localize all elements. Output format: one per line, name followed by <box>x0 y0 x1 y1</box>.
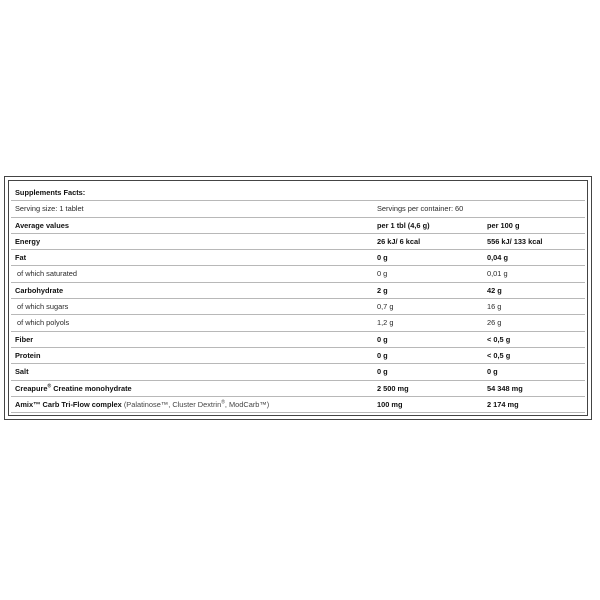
row-per-100g: < 0,5 g <box>483 347 585 363</box>
row-sublabel <box>11 266 373 282</box>
row-per-100g: 54 348 mg <box>483 380 585 396</box>
servings-per-container: Servings per container: 60 <box>373 201 585 217</box>
row-per-serving: 2 500 mg <box>373 380 483 396</box>
row-label: Salt <box>11 364 373 380</box>
row-per-serving: 2 g <box>373 282 483 298</box>
row-label: Fiber <box>11 331 373 347</box>
row-sublabel <box>11 299 373 315</box>
table-title-row <box>11 185 585 201</box>
creatine-name: Creatine monohydrate <box>53 383 132 393</box>
registered-mark: ® <box>47 383 52 390</box>
carb-complex-name: Amix™ Carb Tri-Flow complex <box>15 399 122 409</box>
carb-complex-ingredients-b: , ModCarb™) <box>224 399 270 409</box>
row-per-serving: 1,2 g <box>373 315 483 331</box>
row-per-serving: 0 g <box>373 250 483 266</box>
row-sublabel <box>11 315 373 331</box>
row-per-serving: 100 mg <box>373 396 483 412</box>
row-per-100g: 0 g <box>483 364 585 380</box>
table-row <box>11 364 585 380</box>
registered-mark: ® <box>221 399 225 406</box>
row-per-serving: 0,7 g <box>373 299 483 315</box>
column-header-row <box>11 217 585 233</box>
creatine-row <box>11 380 585 396</box>
carb-complex-ingredients <box>124 400 269 409</box>
row-per-100g: 26 g <box>483 315 585 331</box>
row-per-100g: 556 kJ/ 133 kcal <box>483 233 585 249</box>
row-per-100g: < 0,5 g <box>483 331 585 347</box>
row-sublabel-text: of which sugars <box>17 302 69 312</box>
row-per-100g: 42 g <box>483 282 585 298</box>
table-row <box>11 233 585 249</box>
column-header-label: Average values <box>11 217 373 233</box>
row-per-serving: 0 g <box>373 347 483 363</box>
row-label: Energy <box>11 233 373 249</box>
row-label: Protein <box>11 347 373 363</box>
table-row <box>11 299 585 315</box>
row-per-serving: 0 g <box>373 331 483 347</box>
supplement-facts-frame <box>4 176 592 420</box>
row-sublabel-text: of which saturated <box>17 269 77 279</box>
table-row <box>11 315 585 331</box>
carb-complex-row <box>11 396 585 412</box>
serving-size: Serving size: 1 tablet <box>11 201 373 217</box>
table-row <box>11 250 585 266</box>
row-per-serving: 26 kJ/ 6 kcal <box>373 233 483 249</box>
row-per-100g: 2 174 mg <box>483 396 585 412</box>
supplement-facts-panel <box>8 180 588 416</box>
table-row <box>11 266 585 282</box>
row-sublabel-text: of which polyols <box>17 318 70 328</box>
creatine-brand: Creapure <box>15 383 48 393</box>
carb-complex-label <box>11 396 373 412</box>
serving-info-row <box>11 201 585 217</box>
row-label: Carbohydrate <box>11 282 373 298</box>
table-row <box>11 282 585 298</box>
table-row <box>11 347 585 363</box>
column-header-per-100g: per 100 g <box>483 217 585 233</box>
table-row <box>11 331 585 347</box>
creatine-label <box>11 380 373 396</box>
row-per-100g: 16 g <box>483 299 585 315</box>
row-per-serving: 0 g <box>373 364 483 380</box>
row-per-serving: 0 g <box>373 266 483 282</box>
row-per-100g: 0,04 g <box>483 250 585 266</box>
supplement-facts-table <box>11 185 585 413</box>
row-per-100g: 0,01 g <box>483 266 585 282</box>
carb-complex-ingredients-a: (Palatinose™, Cluster Dextrin <box>123 399 222 409</box>
table-title: Supplements Facts: <box>11 185 585 201</box>
column-header-per-serving: per 1 tbl (4,6 g) <box>373 217 483 233</box>
row-label: Fat <box>11 250 373 266</box>
